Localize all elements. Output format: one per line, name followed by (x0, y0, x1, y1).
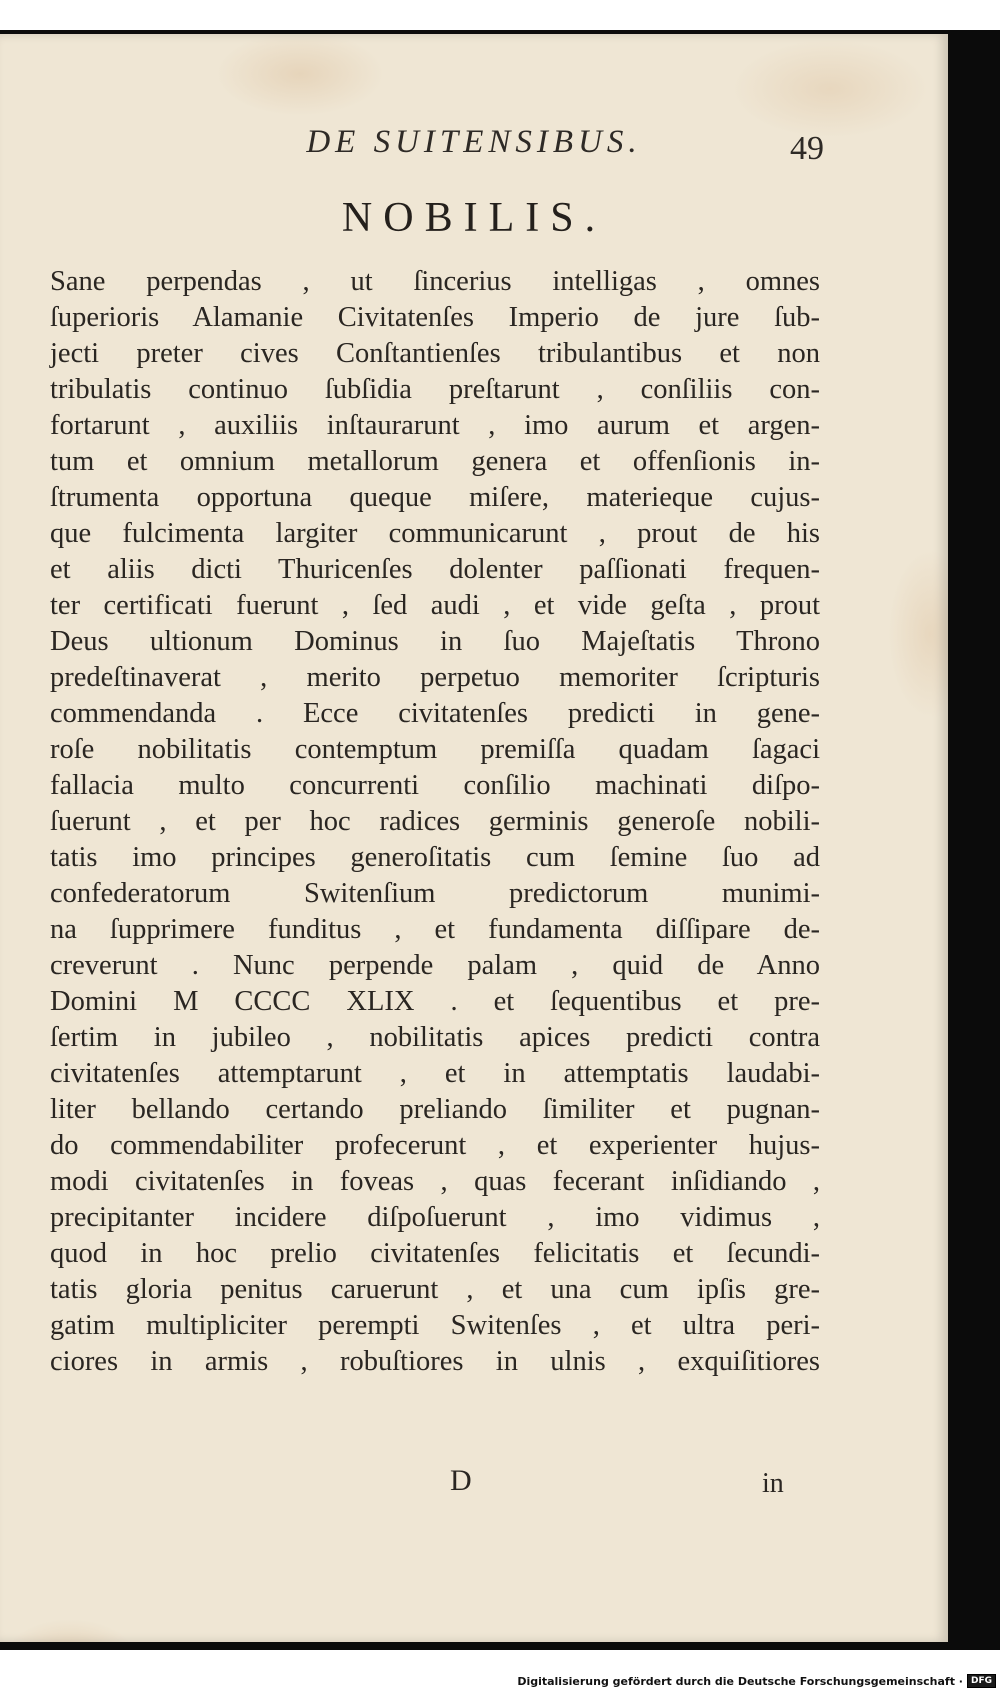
text-line: ſuperioris Alamanie Civitatenſes Imperio de jure ſub- (50, 302, 820, 333)
text-line: precipitanter incidere diſpoſuerunt , imo vidimus , (50, 1202, 820, 1233)
text-line: que fulcimenta largiter communicarunt , prout de his (50, 518, 820, 549)
text-line: predeſtinaverat , merito perpetuo memoriter ſcripturis (50, 662, 820, 693)
text-line: et aliis dicti Thuricenſes dolenter paſſionati frequen- (50, 554, 820, 585)
text-line: jecti preter cives Conſtantienſes tribulantibus et non (50, 338, 820, 369)
text-line: civitatenſes attemptarunt , et in attemptatis laudabi- (50, 1058, 820, 1089)
catchword: in (762, 1468, 784, 1499)
dfg-logo: DFG (967, 1674, 996, 1688)
text-line: roſe nobilitatis contemptum premiſſa quadam ſagaci (50, 734, 820, 765)
text-line: ſertim in jubileo , nobilitatis apices predicti contra (50, 1022, 820, 1053)
signature-mark: D (450, 1464, 472, 1497)
digitization-credit-text: Digitalisierung gefördert durch die Deutsche Forschungsgemeinschaft · (517, 1674, 963, 1688)
text-line: na ſupprimere funditus , et fundamenta diſſipare de- (50, 914, 820, 945)
text-line: ſtrumenta opportuna queque miſere, materieque cujus- (50, 482, 820, 513)
text-line: ciores in armis , robuſtiores in ulnis , exquiſitiores (50, 1346, 820, 1377)
digitization-credit (517, 1674, 996, 1688)
text-line: gatim multipliciter perempti Switenſes , et ultra peri- (50, 1310, 820, 1341)
text-line: Domini M CCCC XLIX . et ſequentibus et pre- (50, 986, 820, 1017)
text-line: confederatorum Switenſium predictorum munimi- (50, 878, 820, 909)
text-line: Deus ultionum Dominus in ſuo Majeſtatis Throno (50, 626, 820, 657)
text-line: tatis gloria penitus caruerunt , et una cum ipſis gre- (50, 1274, 820, 1305)
text-line: Sane perpendas , ut ſincerius intelligas , omnes (50, 266, 820, 297)
text-line: ſuerunt , et per hoc radices germinis generoſe nobili- (50, 806, 820, 837)
text-line: fortarunt , auxiliis inſtaurarunt , imo aurum et argen- (50, 410, 820, 441)
text-line: tum et omnium metallorum genera et offenſionis in- (50, 446, 820, 477)
running-head: DE SUITENSIBUS. (306, 124, 642, 160)
body-text (50, 264, 820, 1380)
page-content (0, 34, 948, 1642)
book-page (0, 34, 948, 1642)
section-title: NOBILIS. (341, 195, 607, 241)
text-line: fallacia multo concurrenti conſilio machinati diſpo- (50, 770, 820, 801)
text-line: ter certificati fuerunt , ſed audi , et vide geſta , prout (50, 590, 820, 621)
text-line: tatis imo principes generoſitatis cum ſemine ſuo ad (50, 842, 820, 873)
text-line: commendanda . Ecce civitatenſes predicti in gene- (50, 698, 820, 729)
text-line: quod in hoc prelio civitatenſes felicitatis et ſecundi- (50, 1238, 820, 1269)
page-number: 49 (790, 130, 824, 167)
text-line: liter bellando certando preliando ſimiliter et pugnan- (50, 1094, 820, 1125)
text-line: creverunt . Nunc perpende palam , quid de Anno (50, 950, 820, 981)
text-line: modi civitatenſes in foveas , quas fecerant inſidiando , (50, 1166, 820, 1197)
text-line: tribulatis continuo ſubſidia preſtarunt , conſiliis con- (50, 374, 820, 405)
text-line: do commendabiliter profecerunt , et experienter hujus- (50, 1130, 820, 1161)
